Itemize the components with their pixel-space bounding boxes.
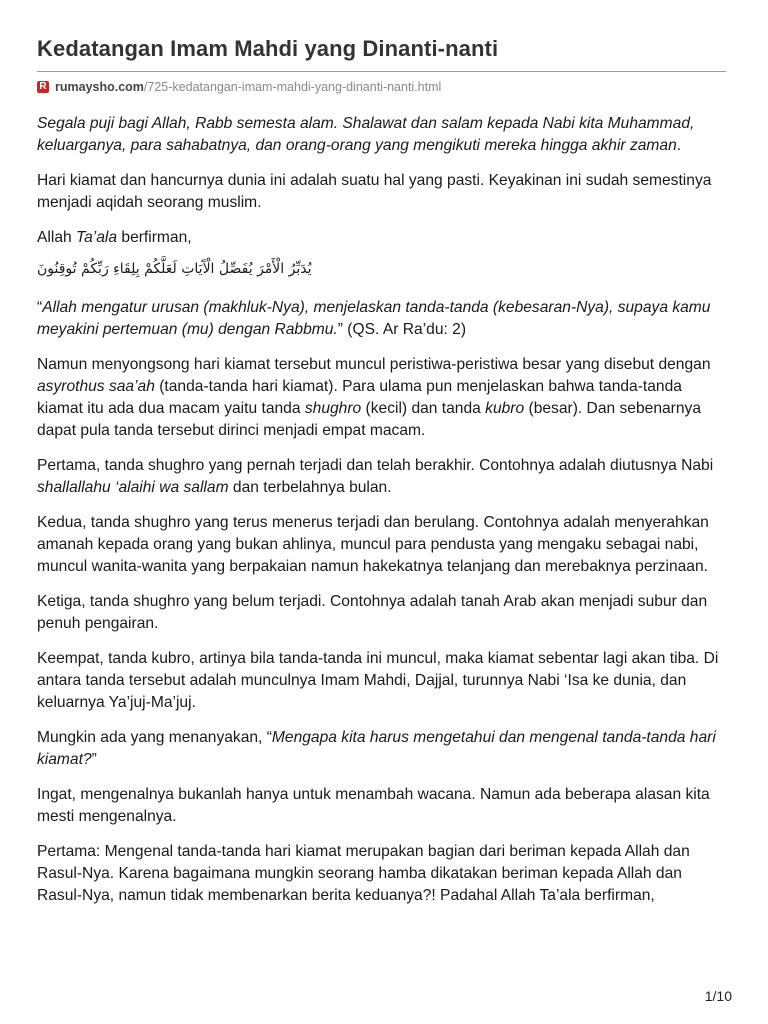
page-title: Kedatangan Imam Mahdi yang Dinanti-nanti: [37, 36, 499, 61]
paragraph-6: [37, 455, 730, 499]
p6-italic-b: shallallahu ‘alaihi wa sallam: [37, 479, 229, 496]
p5-text-g: (besar). Dan sebenarnya dapat pula tanda tersebut dirinci menjadi empat macam.: [37, 400, 701, 439]
p5-italic-d: shughro: [304, 400, 362, 417]
p5-italic-b: asyrothus saa’ah: [37, 378, 155, 395]
p3-text: Allah: [37, 229, 77, 246]
p10-italic-b: Mengapa kita harus mengetahui dan mengenal tanda-tanda hari kiamat?: [37, 729, 716, 768]
page-number: 1/10: [704, 988, 732, 1004]
p10-text-c: ”: [91, 751, 97, 768]
paragraph-8: Ketiga, tanda shughro yang belum terjadi. Contohnya adalah tanah Arab akan menjadi subur dan penuh pengairan.: [37, 593, 708, 632]
quote-reference: ” (QS. Ar Ra’du: 2): [337, 321, 467, 338]
source-domain[interactable]: rumaysho.com: [55, 80, 144, 94]
p10-text-a: Mungkin ada yang menanyakan, “: [37, 729, 272, 746]
p5-text-e: (kecil) dan tanda: [361, 400, 486, 417]
p5-italic-f: kubro: [485, 400, 525, 417]
paragraph-12: Pertama: Mengenal tanda-tanda hari kiamat merupakan bagian dari beriman kepada Allah dan Rasul-Nya. Karena bagaimana mungkin seorang hamba dikatakan beriman kepada Allah dan Rasul-Nya, namun tidak membenarkan berita keduanya?! Padahal Allah Ta’ala berfirman,: [37, 843, 690, 904]
p6-text-a: Pertama, tanda shughro yang pernah terjadi dan telah berakhir. Contohnya adalah diutusnya Nabi: [37, 457, 714, 474]
paragraph-intro: [37, 113, 730, 157]
paragraph-7: Kedua, tanda shughro yang terus menerus terjadi dan berulang. Contohnya adalah menyerahkan amanah kepada orang yang bukan ahlinya, muncul para pendusta yang mengaku sebagai nabi, muncul wanita-wanita yang berpakaian namun hakekatnya telanjang dan merebaknya perzinaan.: [37, 514, 709, 575]
paragraph-3: [37, 227, 730, 249]
paragraph-9: Keempat, tanda kubro, artinya bila tanda-tanda ini muncul, maka kiamat sebentar lagi akan tiba. Di antara tanda tersebut adalah munculnya Imam Mahdi, Dajjal, turunnya Nabi ‘Isa ke dunia, dan keluarnya Ya’juj-Ma’juj.: [37, 650, 719, 711]
arabic-verse: يُدَبِّرُ الْأَمْرَ يُفَصِّلُ الْآَيَاتِ لَعَلَّكُمْ بِلِقَاءِ رَبِّكُمْ تُوقِنُونَ: [37, 261, 312, 277]
paragraph-11: Ingat, mengenalnya bukanlah hanya untuk menambah wacana. Namun ada beberapa alasan kita mesti mengenalnya.: [37, 786, 710, 825]
p5-text-c: (tanda-tanda hari kiamat). Para ulama pun menjelaskan bahwa tanda-tanda kiamat itu ada dua macam yaitu tanda: [37, 378, 682, 417]
p5-text-a: Namun menyongsong hari kiamat tersebut muncul peristiwa-peristiwa besar yang disebut dengan: [37, 356, 711, 373]
paragraph-10: [37, 727, 730, 771]
p3-italic: Ta’ala: [76, 229, 118, 246]
rumaysho-logo-icon: R: [37, 81, 49, 93]
p6-text-c: dan terbelahnya bulan.: [228, 479, 392, 496]
title-divider: [37, 71, 726, 72]
source-path[interactable]: /725-kedatangan-imam-mahdi-yang-dinanti-nanti.html: [143, 80, 442, 94]
translation-italic: Allah mengatur urusan (makhluk-Nya), menjelaskan tanda-tanda (kebesaran-Nya), supaya kamu meyakini pertemuan (mu) dengan Rabbmu.: [37, 299, 711, 338]
paragraph-2: Hari kiamat dan hancurnya dunia ini adalah suatu hal yang pasti. Keyakinan ini sudah semestinya menjadi aqidah seorang muslim.: [37, 172, 712, 211]
quote-open: “: [37, 299, 43, 316]
intro-end: .: [676, 137, 682, 154]
paragraph-5: [37, 354, 730, 442]
article-body: [37, 113, 730, 920]
intro-italic: Segala puji bagi Allah, Rabb semesta alam. Shalawat dan salam kepada Nabi kita Muhammad, keluarganya, para sahabatnya, dan orang-orang yang mengikuti mereka hingga akhir zaman: [37, 115, 695, 154]
p3-text-end: berfirman,: [117, 229, 192, 246]
paragraph-translation: [37, 297, 730, 341]
source-link[interactable]: [37, 80, 441, 94]
